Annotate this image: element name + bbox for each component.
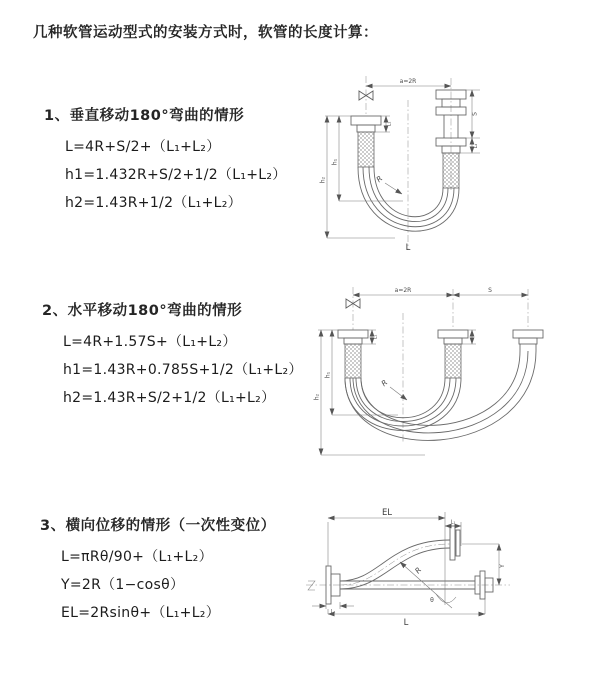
formula-line: h1=1.43R+0.785S+1/2（L₁+L₂） <box>63 362 303 378</box>
flange <box>351 116 381 132</box>
dim-s <box>453 287 528 295</box>
dim-y-label: Y <box>499 564 506 568</box>
flange <box>338 330 368 344</box>
flange <box>450 526 460 560</box>
formula-line: L=4R+1.57S+（L₁+L₂） <box>63 334 237 350</box>
dim-s-label: S <box>488 287 492 294</box>
angle-callout <box>430 594 456 604</box>
braided-sleeve <box>445 344 461 378</box>
dim-l1-bottom-label: L₁ <box>330 609 336 615</box>
dim-l1-bottom <box>312 602 354 615</box>
dim-h2-label: h₂ <box>319 176 327 184</box>
page-title: 几种软管运动型式的安装方式时，软管的长度计算： <box>33 25 378 41</box>
dim-l2 <box>472 138 479 153</box>
centerline-break-symbol <box>308 581 315 590</box>
dim-fitting-mid <box>461 330 476 344</box>
dim-h1-label: h₁ <box>324 371 332 379</box>
formula-line: EL=2Rsinθ+（L₁+L₂） <box>61 605 221 621</box>
section-horizontal-180 <box>42 299 303 412</box>
dim-a2r-label: a=2R <box>394 287 412 294</box>
dim-l1-top <box>445 520 461 547</box>
section-lateral-displacement <box>40 514 276 627</box>
dim-l2-label: L₂ <box>473 143 479 149</box>
dim-l1-label: L₁ <box>372 334 379 340</box>
length-label: L <box>403 618 409 628</box>
braided-sleeve <box>358 132 374 167</box>
dim-a2r-label: a=2R <box>399 78 417 85</box>
formula-line: L=πRθ/90+（L₁+L₂） <box>61 549 213 565</box>
dim-s-label: S <box>471 112 479 116</box>
dim-h2 <box>314 330 426 455</box>
angle-label: θ <box>430 597 434 604</box>
section-vertical-180 <box>44 104 287 217</box>
dim-length <box>328 599 485 628</box>
dim-h2 <box>320 116 396 238</box>
section-heading: 1、垂直移动180°弯曲的情形 <box>44 108 245 124</box>
section-heading: 2、水平移动180°弯曲的情形 <box>42 303 243 319</box>
dim-l1 <box>361 330 379 344</box>
section-heading: 3、横向位移的情形（一次性变位） <box>40 518 276 534</box>
braided-sleeve <box>443 153 459 188</box>
length-label: L <box>405 243 411 253</box>
formula-line: h2=1.43R+1/2（L₁+L₂） <box>65 195 242 211</box>
dim-l1 <box>374 116 393 132</box>
formula-line: Y=2R（1−cosθ） <box>61 577 185 593</box>
formula-line: h1=1.432R+S/2+1/2（L₁+L₂） <box>65 167 287 183</box>
dim-y <box>462 544 506 585</box>
braided-sleeve <box>345 344 361 378</box>
diagram-vertical-180 <box>313 70 590 258</box>
radius-label: R <box>374 173 385 185</box>
flange <box>438 330 468 344</box>
dim-a2r <box>366 78 451 86</box>
dim-l1-label: L₁ <box>386 121 393 127</box>
flange <box>513 330 543 351</box>
dim-a2r <box>353 287 453 295</box>
radius-label: R <box>413 565 424 576</box>
dim-el <box>328 508 445 605</box>
dim-l1-top-label: L₁ <box>450 519 456 526</box>
dim-el-label: EL <box>381 508 393 518</box>
diagram-horizontal-180 <box>313 283 590 465</box>
diagram-lateral-displacement <box>300 502 597 652</box>
hose-u-bend-position2 <box>345 351 536 440</box>
formula-line: L=4R+S/2+（L₁+L₂） <box>65 139 221 155</box>
hose-displaced-position <box>340 540 450 589</box>
dim-h2-label: h₂ <box>313 393 321 401</box>
dim-h1-label: h₁ <box>331 158 339 166</box>
formula-line: h2=1.43R+S/2+1/2（L₁+L₂） <box>63 390 276 406</box>
radius-label: R <box>379 377 390 389</box>
